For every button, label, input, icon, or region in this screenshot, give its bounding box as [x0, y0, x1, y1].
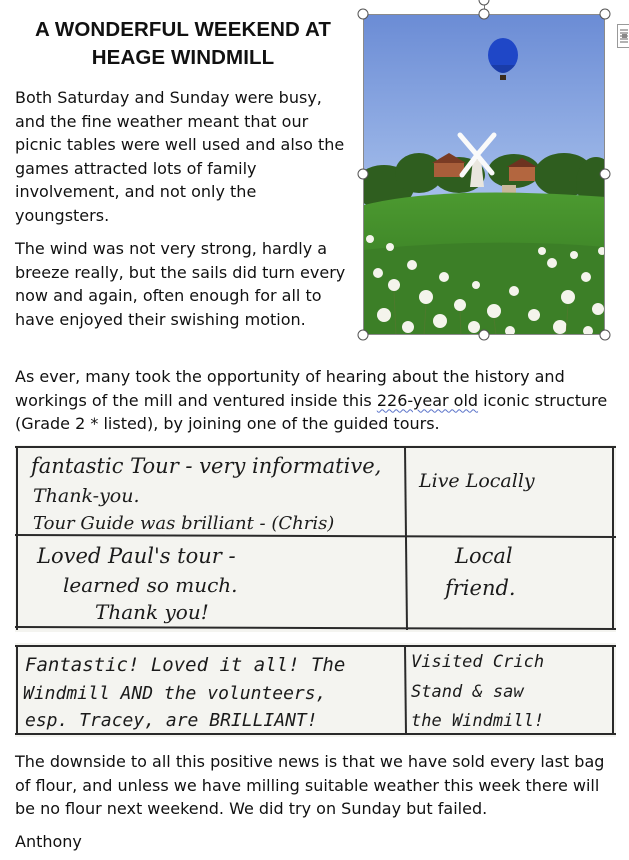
resize-handle-left[interactable]: [358, 169, 369, 180]
comment-2-from-line-2: friend.: [445, 576, 516, 600]
resize-handle-bottom-right[interactable]: [600, 330, 611, 341]
comment-3-from-line-1: Visited Crich: [411, 652, 545, 672]
tours-text-end: iconic structure (Grade 2 * listed), by joining one of the guided tours.: [15, 390, 608, 433]
resize-handle-right[interactable]: [600, 169, 611, 180]
resize-handle-top-left[interactable]: [358, 9, 369, 20]
comment-2-line-1: Loved Paul's tour -: [37, 544, 236, 568]
visitor-comments-sheet-2: [15, 643, 616, 737]
comment-1-from: Live Locally: [419, 470, 535, 492]
rotate-handle[interactable]: [479, 0, 490, 6]
layout-options-button[interactable]: [617, 24, 629, 48]
comment-3-from-line-3: the Windmill!: [411, 711, 545, 731]
layout-options-icon: [618, 25, 629, 47]
comment-3-line-2: Windmill AND the volunteers,: [23, 683, 327, 704]
comment-2-line-3: Thank you!: [95, 600, 209, 624]
resize-handle-bottom[interactable]: [479, 330, 490, 341]
comment-2-line-2: learned so much.: [63, 573, 238, 597]
article-title: [8, 16, 358, 72]
title-line-1: A WONDERFUL WEEKEND AT: [34, 18, 332, 41]
tours-text-start: As ever, many took the opportunity of hearing about the history and workings of the mill and ventured inside this: [15, 367, 565, 410]
resize-handle-top-right[interactable]: [600, 9, 611, 20]
paragraph-tours: [15, 365, 615, 436]
title-line-2: HEAGE WINDMILL: [91, 46, 275, 69]
visitor-comments-sheet-1: [15, 445, 616, 632]
author-signature: Anthony: [15, 832, 82, 851]
spelling-flagged-text[interactable]: 226-year old: [376, 390, 479, 410]
photo-frame: [363, 14, 605, 335]
windmill-landscape-image: [364, 15, 605, 335]
comment-1-line-3: Tour Guide was brilliant - (Chris): [33, 513, 335, 534]
paragraph-weekend: Both Saturday and Sunday were busy, and the fine weather meant that our picnic tables were well used and also the games attracted lots of family involvement, and not only the youngsters.: [15, 88, 345, 225]
windmill-photo[interactable]: [363, 14, 605, 335]
comment-1-line-1: fantastic Tour - very informative,: [31, 454, 382, 478]
comment-3-line-3: esp. Tracey, are BRILLIANT!: [25, 710, 318, 731]
comment-1-line-2: Thank-you.: [33, 485, 140, 507]
paragraph-wind: The wind was not very strong, hardly a breeze really, but the sails did turn every now and again, often enough for all to have enjoyed their swishing motion.: [15, 239, 346, 329]
comment-2-from-line-1: Local: [455, 544, 513, 568]
resize-handle-top[interactable]: [479, 9, 490, 20]
comment-3-line-1: Fantastic! Loved it all! The: [25, 654, 346, 676]
comment-3-from-line-2: Stand & saw: [411, 682, 524, 702]
resize-handle-bottom-left[interactable]: [358, 330, 369, 341]
paragraph-flour: The downside to all this positive news is that we have sold every last bag of flour, and unless we have milling suitable weather this week there will be no flour next weekend. We did try on Sunday but failed.: [15, 752, 605, 818]
